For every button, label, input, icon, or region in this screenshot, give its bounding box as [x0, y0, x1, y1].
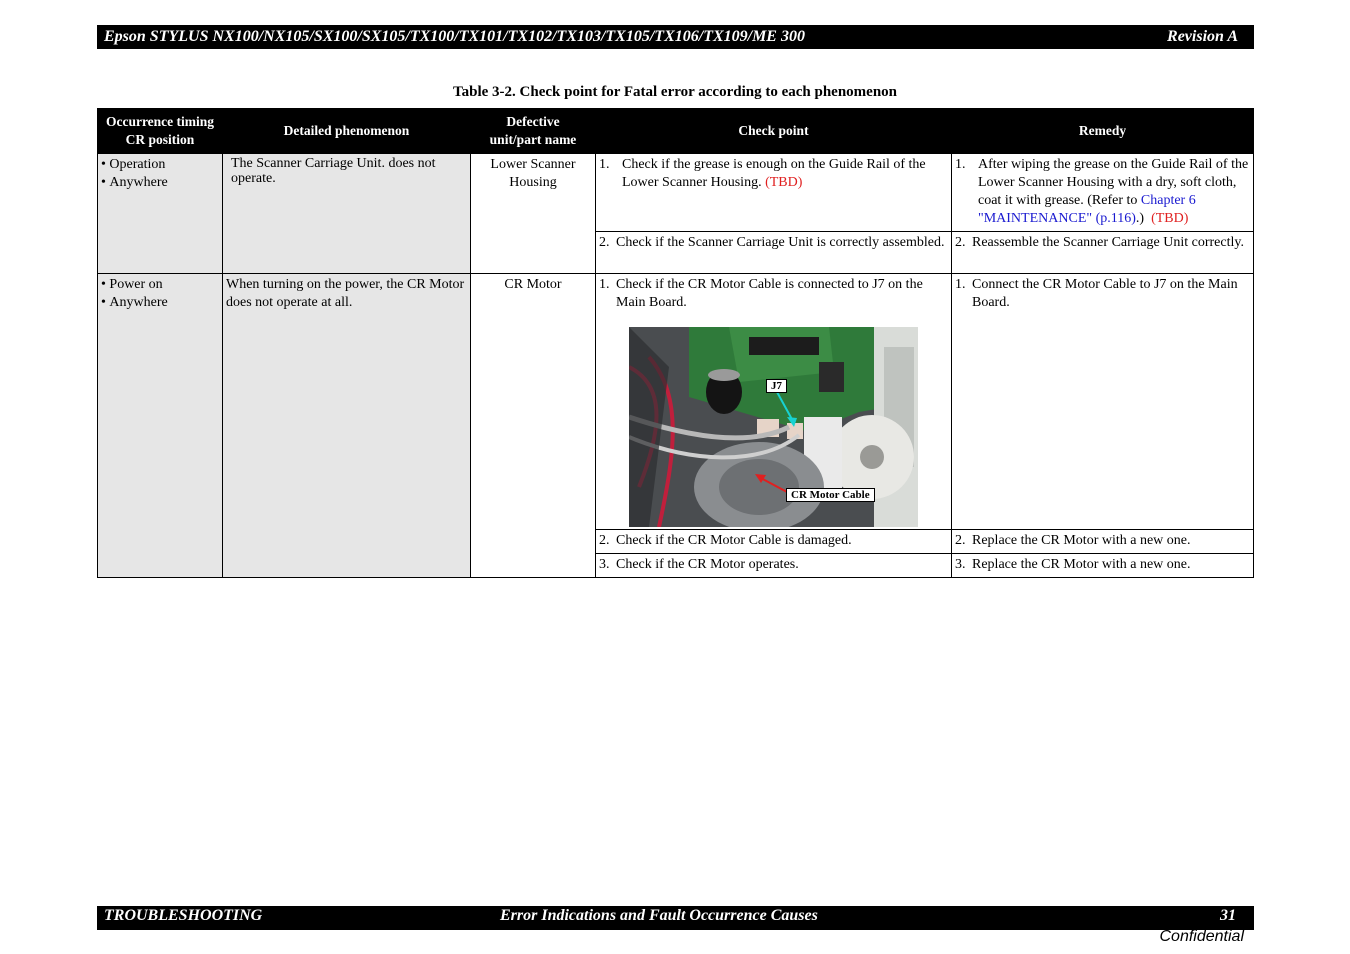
header-remedy: Remedy: [952, 109, 1254, 154]
item-number: 3.: [955, 557, 966, 572]
check-text: [622, 156, 948, 192]
chapter-link[interactable]: Chapter 6 "MAINTENANCE" (p.116): [978, 193, 1196, 226]
remedy-cell: [952, 154, 1254, 232]
page-number: 31: [1220, 907, 1236, 924]
defective-part-cell: Lower Scanner Housing: [471, 154, 596, 274]
check-point-cell: [596, 530, 952, 554]
check-text: Check if the CR Motor Cable is connected to J7 on the Main Board.: [616, 277, 923, 310]
phenomenon-cell: When turning on the power, the CR Motor does not operate at all.: [223, 274, 471, 578]
header-timing-line1: Occurrence timing: [105, 114, 215, 129]
check-text: Check if the CR Motor Cable is damaged.: [616, 533, 852, 548]
remedy-text: Connect the CR Motor Cable to J7 on the Main Board.: [972, 277, 1238, 310]
revision-label: Revision A: [1167, 28, 1238, 45]
page-footer: [97, 906, 1254, 930]
remedy-cell: [952, 274, 1254, 530]
remedy-cell: [952, 530, 1254, 554]
timing-item: • Operation: [101, 156, 219, 174]
occurrence-timing-cell: [98, 154, 223, 274]
item-number: 3.: [599, 557, 610, 572]
item-number: 1.: [599, 157, 610, 172]
check-point-cell: [596, 232, 952, 274]
fatal-error-table: [97, 108, 1254, 578]
main-board-illustration: [629, 327, 918, 527]
item-number: 2.: [599, 533, 610, 548]
item-number: 1.: [955, 277, 966, 292]
timing-item: • Anywhere: [101, 294, 219, 312]
table-row: [98, 154, 1254, 232]
timing-item: • Anywhere: [101, 174, 219, 192]
confidential-label: Confidential: [1159, 928, 1244, 945]
table-row: [98, 274, 1254, 530]
check-point-cell: [596, 274, 952, 530]
occurrence-timing-cell: [98, 274, 223, 578]
remedy-text-body: After wiping the grease on the Guide Rail of the Lower Scanner Housing with a dry, soft cloth, coat it with grease. (Refer to: [978, 157, 1249, 208]
table-caption: Table 3-2. Check point for Fatal error according to each phenomenon: [452, 84, 898, 100]
remedy-text: Replace the CR Motor with a new one.: [972, 557, 1191, 572]
remedy-text: Reassemble the Scanner Carriage Unit correctly.: [972, 235, 1244, 250]
header-part-line1: Defective: [506, 114, 560, 129]
header-timing-line2: CR position: [125, 132, 195, 147]
main-board-photo: [629, 327, 918, 527]
tbd-marker: (TBD): [765, 175, 803, 190]
remedy-cell: [952, 232, 1254, 274]
table-header-row: [98, 109, 1254, 154]
item-number: 2.: [955, 235, 966, 250]
check-text-body: Check if the grease is enough on the Guide Rail of the Lower Scanner Housing.: [622, 157, 926, 190]
remedy-text: Replace the CR Motor with a new one.: [972, 533, 1191, 548]
tbd-marker: (TBD): [1151, 211, 1189, 226]
manual-title: Epson STYLUS NX100/NX105/SX100/SX105/TX100/TX101/TX102/TX103/TX105/TX106/TX109/ME 300: [104, 28, 805, 45]
defective-part-cell: CR Motor: [471, 274, 596, 578]
timing-item: • Power on: [101, 276, 219, 294]
remedy-text: [978, 156, 1250, 228]
item-number: 1.: [599, 277, 610, 292]
remedy-text-after: .): [1135, 211, 1145, 226]
cr-motor-cable-label: CR Motor Cable: [786, 488, 875, 502]
check-text: Check if the Scanner Carriage Unit is correctly assembled.: [616, 235, 945, 250]
header-detailed-phenomenon: Detailed phenomenon: [223, 109, 471, 154]
header-check-point: Check point: [596, 109, 952, 154]
phenomenon-cell: The Scanner Carriage Unit. does not operate.: [223, 154, 471, 274]
section-label: TROUBLESHOOTING: [104, 907, 263, 924]
check-text: Check if the CR Motor operates.: [616, 557, 799, 572]
header-occurrence-timing: [98, 109, 223, 154]
check-point-cell: [596, 554, 952, 578]
item-number: 2.: [599, 235, 610, 250]
header-part-line2: unit/part name: [489, 132, 577, 147]
subsection-label: Error Indications and Fault Occurrence Causes: [500, 907, 818, 924]
remedy-cell: [952, 554, 1254, 578]
j7-label: J7: [766, 379, 787, 393]
item-number: 1.: [955, 157, 966, 172]
item-number: 2.: [955, 533, 966, 548]
header-defective-part: [471, 109, 596, 154]
check-point-cell: [596, 154, 952, 232]
page-header: [97, 25, 1254, 49]
